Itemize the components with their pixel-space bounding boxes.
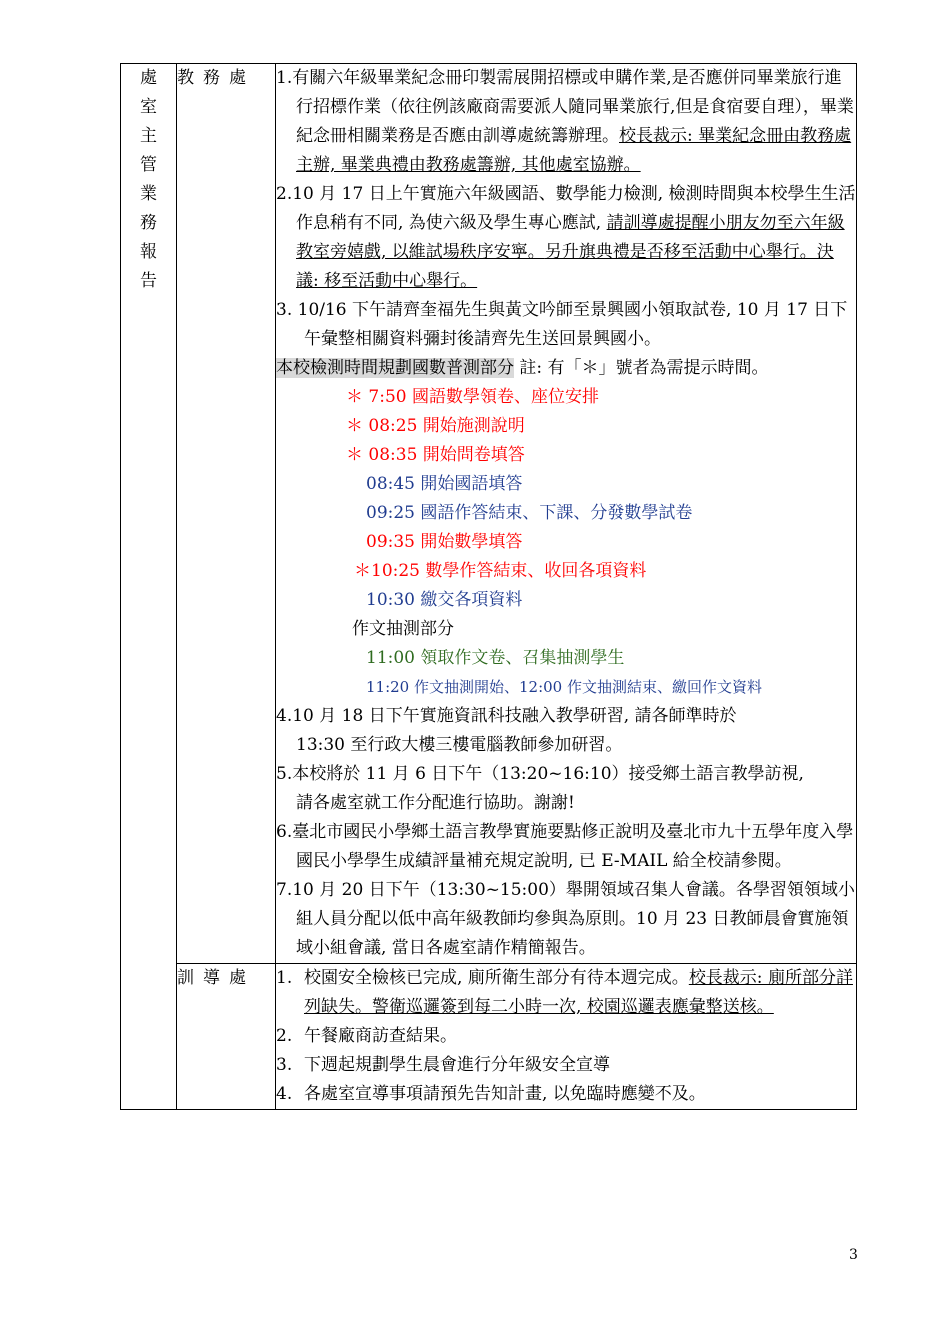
item-2-decision: 另升旗典禮是否移至活動中心舉行。決議: 移至活動中心舉行。 bbox=[296, 242, 834, 291]
side-label-char: 主 bbox=[140, 126, 157, 146]
item-2-text: 2.10 月 17 日上午實施六年級國語、數學能力檢測, 檢測時間與本校學生生活作息稍有不同, 為使六級及學生專心應試, bbox=[276, 184, 856, 233]
schedule-entry: ＊10:25 數學作答結束、收回各項資料 bbox=[354, 561, 647, 581]
list-item bbox=[276, 1051, 856, 1080]
side-label-char: 管 bbox=[140, 155, 157, 175]
side-label-char: 室 bbox=[140, 97, 157, 117]
list-item-number: 2. bbox=[276, 1026, 293, 1046]
side-label-char: 業 bbox=[140, 184, 157, 204]
page-number: 3 bbox=[849, 1247, 858, 1263]
academic-affairs-row bbox=[121, 64, 857, 964]
item-1 bbox=[276, 64, 856, 180]
student-affairs-content bbox=[276, 964, 857, 1110]
item-7: 7.10 月 20 日下午（13:30~15:00）舉開領域召集人會議。各學習領領域小組人員分配以低中高年級教師均參與為原則。10 月 23 日教師晨會實施領域小組會議, 當日各處室請作精簡報告。 bbox=[276, 880, 855, 958]
item-4-line-1: 4.10 月 18 日下午實施資訊科技融入教學研習, 請各師準時於 bbox=[276, 706, 737, 726]
list-item-number: 4. bbox=[276, 1084, 293, 1104]
student-affairs-row bbox=[121, 964, 857, 1110]
side-label bbox=[121, 64, 177, 1110]
list-item-text: 各處室宣導事項請預先告知計畫, 以免臨時應變不及。 bbox=[304, 1084, 706, 1104]
essay-heading: 作文抽測部分 bbox=[352, 619, 454, 639]
academic-affairs-content bbox=[276, 64, 857, 964]
item-6: 6.臺北市國民小學鄉土語言教學實施要點修正說明及臺北市九十五學年度入學國民小學學生成績評量補充規定說明, 已 E-MAIL 給全校請參閱。 bbox=[276, 822, 854, 871]
side-label-char: 告 bbox=[140, 271, 157, 291]
list-item-text: 校園安全檢核已完成, 廁所衛生部分有待本週完成。 bbox=[304, 968, 689, 988]
list-item bbox=[276, 1080, 856, 1109]
list-item bbox=[276, 1022, 856, 1051]
report-table bbox=[120, 63, 857, 1110]
item-5-line-1: 5.本校將於 11 月 6 日下午（13:20~16:10）接受鄉土語言教學訪視, bbox=[276, 764, 804, 784]
dept-academic-affairs: 教務處 bbox=[177, 64, 276, 964]
schedule-entry: 10:30 繳交各項資料 bbox=[366, 590, 523, 610]
list-item-decision: 校長裁示: 廁所部分詳列缺失。警衛巡邏簽到每二小時一次, 校園巡邏表應彙整送核。 bbox=[304, 968, 853, 1017]
schedule-entry: ＊ 7:50 國語數學領卷、座位安排 bbox=[346, 387, 599, 407]
item-1-text: 1.有關六年級畢業紀念冊印製需展開招標或申購作業,是否應併同畢業旅行進行招標作業（依往例該廠商需要派人隨同畢業旅行,但是食宿要自理），畢業紀念冊相關業務是否應由訓導處統籌辦理。 bbox=[276, 68, 854, 146]
item-2 bbox=[276, 180, 856, 296]
item-4-line-2: 13:30 至行政大樓三樓電腦教師參加研習。 bbox=[296, 735, 623, 755]
essay-entry: 11:00 領取作文卷、召集抽測學生 bbox=[366, 648, 625, 668]
schedule-entry: 09:35 開始數學填答 bbox=[366, 532, 523, 552]
side-label-char: 務 bbox=[140, 213, 157, 233]
item-2-request: 請訓導處提醒小朋友勿至六年級教室旁嬉戲, 以維試場秩序安寧。 bbox=[296, 213, 845, 262]
schedule-entry: ＊ 08:25 開始施測說明 bbox=[346, 416, 525, 436]
list-item-number: 3. bbox=[276, 1055, 293, 1075]
list-item-text: 下週起規劃學生晨會進行分年級安全宣導 bbox=[304, 1055, 610, 1075]
item-1-decision: 校長裁示: 畢業紀念冊由教務處主辦, 畢業典禮由教務處籌辦, 其他處室協辦。 bbox=[296, 126, 852, 175]
list-item-text: 午餐廠商訪查結果。 bbox=[304, 1026, 457, 1046]
schedule-entry: ＊ 08:35 開始問卷填答 bbox=[346, 445, 525, 465]
schedule-note: 註: 有「＊」號者為需提示時間。 bbox=[519, 358, 769, 378]
schedule-heading-line bbox=[276, 354, 856, 383]
schedule-heading: 本校檢測時間規劃國數普測部分 bbox=[276, 358, 514, 378]
side-label-char: 處 bbox=[140, 68, 157, 88]
schedule-entry: 08:45 開始國語填答 bbox=[366, 474, 523, 494]
schedule-entry: 09:25 國語作答結束、下課、分發數學試卷 bbox=[366, 503, 693, 523]
list-item bbox=[276, 964, 856, 1022]
list-item-number: 1. bbox=[276, 968, 293, 988]
item-3: 3. 10/16 下午請齊奎福先生與黃文吟師至景興國小領取試卷, 10 月 17 日下午彙整相關資料彌封後請齊先生送回景興國小。 bbox=[276, 300, 848, 349]
item-5-line-2: 請各處室就工作分配進行協助。謝謝! bbox=[296, 793, 575, 813]
essay-entry: 11:20 作文抽測開始、12:00 作文抽測結束、繳回作文資料 bbox=[366, 678, 762, 696]
dept-student-affairs: 訓導處 bbox=[177, 964, 276, 1110]
side-label-char: 報 bbox=[140, 242, 157, 262]
